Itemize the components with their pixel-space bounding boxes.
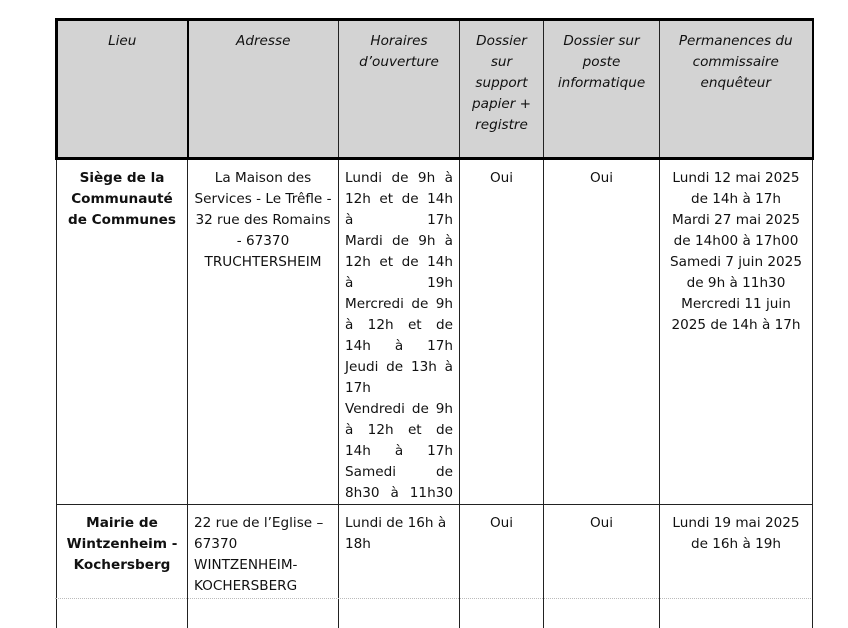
- horaire-line: Vendredi de 9h à 12h et de 14h à 17h: [345, 399, 453, 462]
- cell-dossier-papier: Oui: [460, 505, 544, 628]
- header-permanences: Permanences du commissaire enquêteur: [660, 20, 813, 159]
- horaire-line: Lundi de 9h à 12h et de 14h à 17h: [345, 168, 453, 231]
- permanence-line: Mercredi 11 juin 2025 de 14h à 17h: [666, 294, 806, 336]
- permanence-line: Samedi 7 juin 2025 de 9h à 11h30: [666, 252, 806, 294]
- header-dossier-informatique: Dossier sur poste informatique: [544, 20, 660, 159]
- permanence-line: Mardi 27 mai 2025 de 14h00 à 17h00: [666, 210, 806, 252]
- cell-dossier-informatique: Oui: [544, 159, 660, 505]
- cell-lieu: Siège de la Communauté de Communes: [57, 159, 188, 505]
- header-horaires: Horaires d’ouverture: [339, 20, 460, 159]
- header-row: [57, 20, 813, 159]
- permanence-line: Lundi 19 mai 2025 de 16h à 19h: [666, 513, 806, 555]
- cell-horaires: [339, 505, 460, 628]
- cell-adresse: 22 rue de l’Eglise – 67370 WINTZENHEIM-KOCHERSBERG: [188, 505, 339, 628]
- horaire-line: Jeudi de 13h à 17h: [345, 357, 453, 399]
- header-lieu: Lieu: [57, 20, 188, 159]
- header-adresse: Adresse: [188, 20, 339, 159]
- header-dossier-papier: Dossier sur support papier + registre: [460, 20, 544, 159]
- cell-adresse: La Maison des Services - Le Trêfle - 32 rue des Romains - 67370 TRUCHTERSHEIM: [188, 159, 339, 505]
- table-row: [57, 159, 813, 505]
- permanences-table: [55, 18, 814, 628]
- horaire-line: Samedi de 8h30 à 11h30: [345, 462, 453, 504]
- horaire-line: Lundi de 16h à 18h: [345, 513, 453, 555]
- cell-permanences: [660, 505, 813, 628]
- cell-horaires: [339, 159, 460, 505]
- horaire-line: Mercredi de 9h à 12h et de 14h à 17h: [345, 294, 453, 357]
- cell-dossier-informatique: Oui: [544, 505, 660, 628]
- cell-lieu: Mairie de Wintzenheim - Kochersberg: [57, 505, 188, 628]
- cell-permanences: [660, 159, 813, 505]
- cell-dossier-papier: Oui: [460, 159, 544, 505]
- permanence-line: Lundi 12 mai 2025 de 14h à 17h: [666, 168, 806, 210]
- horaire-line: Mardi de 9h à 12h et de 14h à 19h: [345, 231, 453, 294]
- table-row: [57, 505, 813, 628]
